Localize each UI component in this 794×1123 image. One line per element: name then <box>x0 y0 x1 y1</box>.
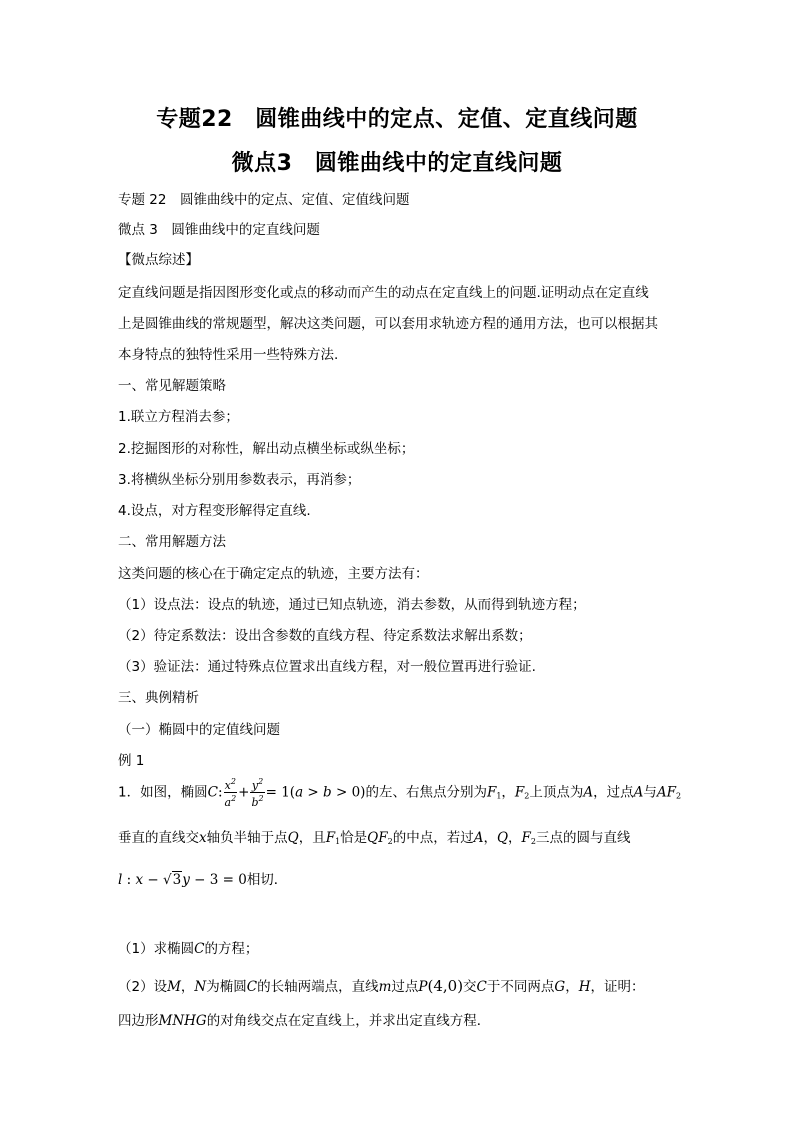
math-plus: + <box>238 784 250 801</box>
math-line-l: l <box>118 872 123 888</box>
summary-para-line3: 本身特点的独特性采用一些特殊方法. <box>118 347 339 363</box>
problem-text: 上顶点为 <box>529 784 584 801</box>
problem-text: 垂直的直线交 <box>118 830 199 846</box>
problem-text: 轴负半轴于点 <box>206 830 288 846</box>
problem-text: 的左、右焦点分别为 <box>365 784 487 801</box>
page-title-line2: 微点3 圆锥曲线中的定直线问题 <box>231 151 563 176</box>
question-text: 的长轴两端点，直线 <box>257 979 379 995</box>
problem-text: ，且 <box>298 830 326 846</box>
methods-heading: 二、常用解题方法 <box>118 534 226 550</box>
strategy-item: 4.设点，对方程变形解得定直线. <box>118 503 311 519</box>
example-label: 例 1 <box>118 753 145 769</box>
math-sqrt3: √3 <box>163 872 182 888</box>
question-text: 四边形 <box>118 1013 159 1029</box>
header-topic: 专题 22 圆锥曲线中的定点、定值、定值线问题 <box>118 192 410 208</box>
math-ellipse: C <box>207 784 218 801</box>
methods-intro: 这类问题的核心在于确定定点的轨迹，主要方法有： <box>118 566 429 582</box>
method-item: （2）待定系数法：设出含参数的直线方程、待定系数法求解出系数； <box>118 628 532 644</box>
problem-text: 的中点，若过 <box>392 830 474 846</box>
problem-text: 恰是 <box>340 830 368 846</box>
problem-line2: 垂直的直线交x轴负半轴于点Q，且$F_1$恰是$QF_2$的中点，若过A，Q，$F_2$三点的圆与直线 <box>118 830 631 846</box>
summary-heading: 【微点综述】 <box>118 252 199 268</box>
summary-para-line2: 上是圆锥曲线的常规题型，解决这类问题，可以套用求轨迹方程的通用方法，也可以根据其 <box>118 316 658 332</box>
problem-text: ，过点 <box>593 784 634 801</box>
question-text: 的对角线交点在定直线上，并求出定直线方程． <box>206 1013 491 1029</box>
problem-line1: 1．如图，椭圆C: $\frac{x^2}{a^2}$ + $\frac{y^2}{b^2}$ = 1(a > b > 0)的左、右焦点分别为$F_1$，$F_2$上顶点为A，过点A与$AF_2$ <box>118 777 682 809</box>
problem-text: 相切． <box>246 872 288 888</box>
problem-line3: l : x − √3y − 3 = 0相切． <box>118 872 288 888</box>
question-text: （2）设 <box>118 979 168 995</box>
question-text: 过点 <box>391 979 419 995</box>
question-2-line2: 四边形MNHG的对角线交点在定直线上，并求出定直线方程． <box>118 1013 491 1029</box>
question-text: （1）求椭圆 <box>118 941 195 957</box>
question-text: 交 <box>463 979 477 995</box>
strategy-item: 1.联立方程消去参； <box>118 409 239 425</box>
examples-subheading: （一）椭圆中的定值线问题 <box>118 722 280 738</box>
fraction-y2-b2: $\frac{y^2}{b^2}$ <box>251 777 264 809</box>
question-2: （2）设M，N为椭圆C的长轴两端点，直线m过点P(4,0)交C于不同两点G，H，证明： <box>118 977 645 995</box>
math-colon: : <box>217 784 223 801</box>
problem-text: 三点的圆与直线 <box>536 830 631 846</box>
strategies-heading: 一、常见解题策略 <box>118 378 226 394</box>
math-equals-one: = 1( <box>265 784 296 801</box>
summary-para-line1: 定直线问题是指因图形变化或点的移动而产生的动点在定直线上的问题.证明动点在定直线 <box>118 285 649 301</box>
question-text: ，证明： <box>590 979 645 995</box>
math-condition: a <box>295 784 304 801</box>
strategy-item: 3.将横纵坐标分别用参数表示，再消参； <box>118 472 361 488</box>
problem-text: 与 <box>643 784 657 801</box>
examples-heading: 三、典例精析 <box>118 690 199 706</box>
question-text: 于不同两点 <box>486 979 555 995</box>
strategy-item: 2.挖掘图形的对称性，解出动点横坐标或纵坐标； <box>118 441 415 457</box>
page-title-line1: 专题22 圆锥曲线中的定点、定值、定直线问题 <box>156 107 638 132</box>
method-item: （1）设点法：设点的轨迹，通过已知点轨迹，消去参数，从而得到轨迹方程； <box>118 597 586 613</box>
method-item: （3）验证法：通过特殊点位置求出直线方程，对一般位置再进行验证. <box>118 659 536 675</box>
fraction-x2-a2: $\frac{x^2}{a^2}$ <box>224 777 237 809</box>
header-micro: 微点 3 圆锥曲线中的定直线问题 <box>118 222 320 238</box>
problem-text: 1．如图，椭圆 <box>118 784 208 801</box>
question-text: 为椭圆 <box>206 979 247 995</box>
question-1: （1）求椭圆C的方程； <box>118 941 259 957</box>
question-text: 的方程； <box>204 941 259 957</box>
